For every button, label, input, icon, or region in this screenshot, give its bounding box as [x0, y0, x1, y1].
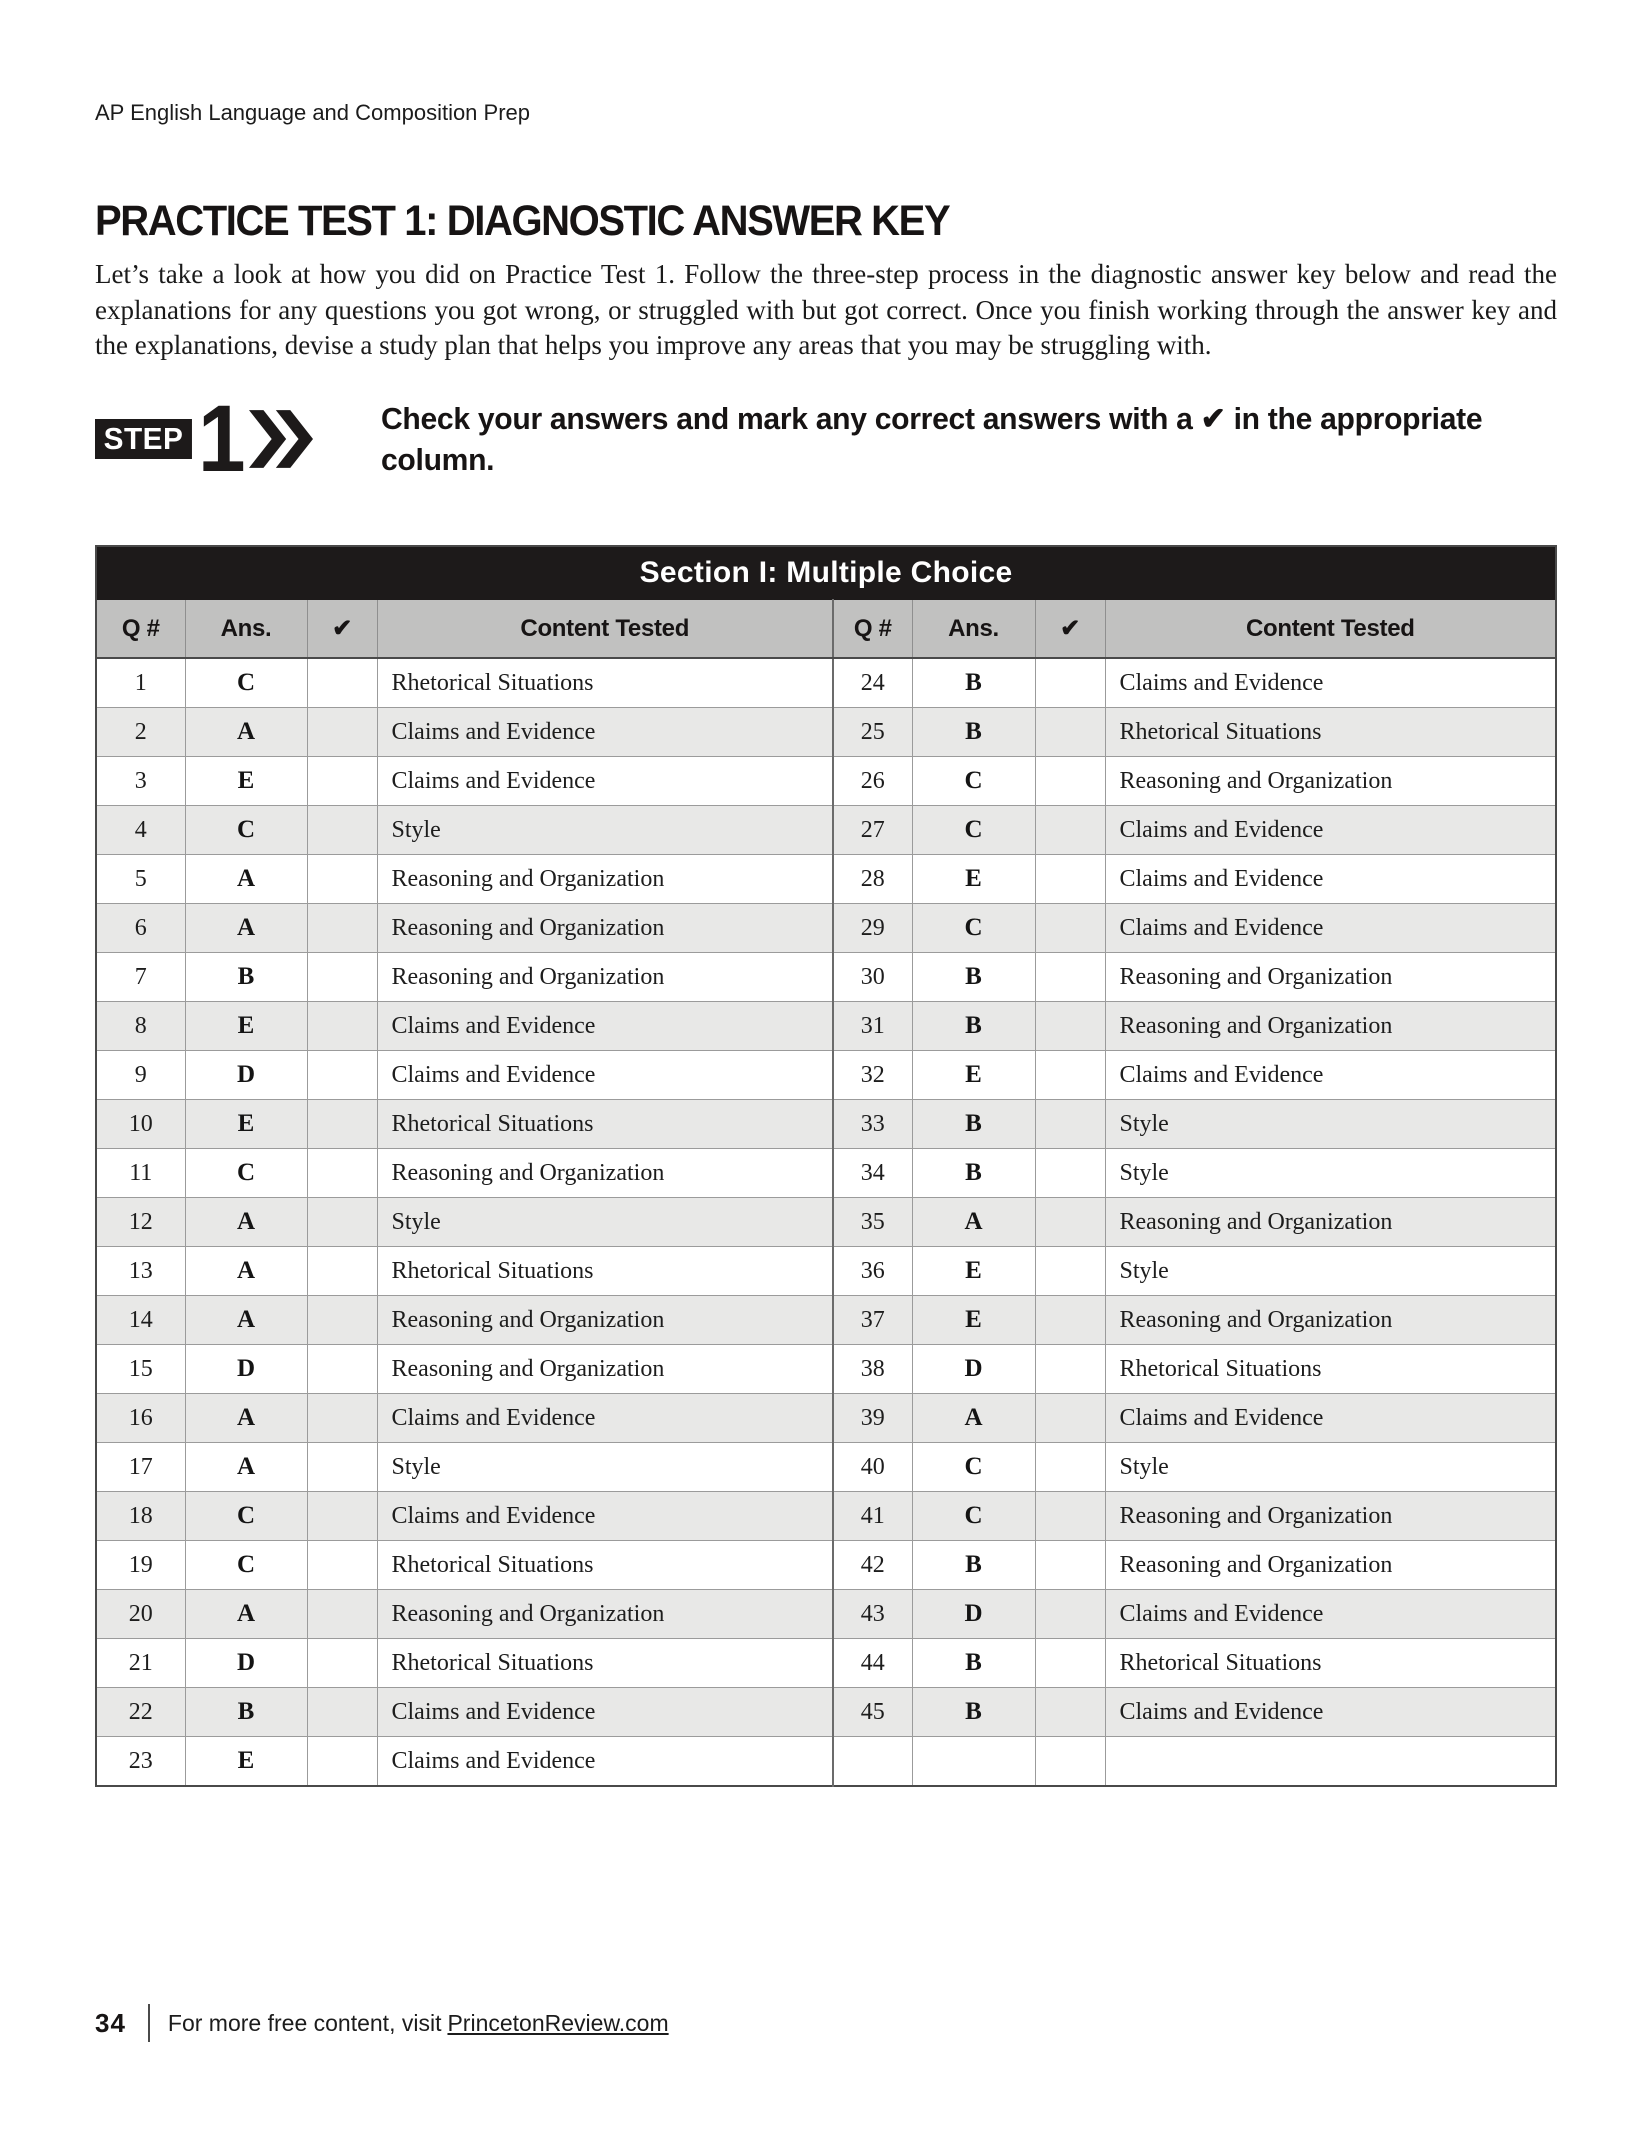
step-section [95, 386, 1557, 492]
col-header-check: ✔ [307, 600, 377, 659]
ans-cell: C [912, 1443, 1035, 1492]
check-cell [1035, 1198, 1105, 1247]
step-label: STEP [95, 419, 192, 459]
check-cell [1035, 904, 1105, 953]
q-cell: 26 [833, 757, 912, 806]
check-cell [1035, 1149, 1105, 1198]
q-cell: 9 [96, 1051, 185, 1100]
check-cell [307, 1590, 377, 1639]
content-cell: Rhetorical Situations [377, 658, 833, 708]
check-cell [1035, 1296, 1105, 1345]
check-cell [1035, 1492, 1105, 1541]
ans-cell: D [912, 1345, 1035, 1394]
content-cell: Claims and Evidence [377, 1051, 833, 1100]
check-cell [1035, 1247, 1105, 1296]
check-cell [1035, 1443, 1105, 1492]
q-cell: 24 [833, 658, 912, 708]
ans-cell: A [185, 1198, 307, 1247]
content-cell: Claims and Evidence [1105, 806, 1556, 855]
check-cell [307, 708, 377, 757]
ans-cell: A [912, 1198, 1035, 1247]
content-cell: Style [377, 1198, 833, 1247]
check-cell [307, 1541, 377, 1590]
col-header-q: Q # [96, 600, 185, 659]
check-cell [1035, 757, 1105, 806]
answer-row [96, 855, 1556, 904]
step-number: 1 [197, 386, 242, 492]
ans-cell: E [912, 1247, 1035, 1296]
q-cell: 18 [96, 1492, 185, 1541]
q-cell: 32 [833, 1051, 912, 1100]
column-header-row [96, 600, 1556, 659]
check-cell [307, 1639, 377, 1688]
content-cell: Claims and Evidence [1105, 1688, 1556, 1737]
check-cell [307, 1002, 377, 1051]
check-cell [1035, 953, 1105, 1002]
check-cell [307, 1100, 377, 1149]
content-cell [1105, 1737, 1556, 1787]
check-cell [307, 1198, 377, 1247]
ans-cell: B [912, 1149, 1035, 1198]
answer-row [96, 1688, 1556, 1737]
q-cell: 10 [96, 1100, 185, 1149]
content-cell: Claims and Evidence [1105, 1394, 1556, 1443]
check-cell [1035, 1639, 1105, 1688]
content-cell: Style [1105, 1149, 1556, 1198]
content-cell: Reasoning and Organization [377, 1149, 833, 1198]
ans-cell: B [912, 1541, 1035, 1590]
q-cell: 38 [833, 1345, 912, 1394]
ans-cell: C [185, 658, 307, 708]
check-cell [307, 855, 377, 904]
q-cell: 19 [96, 1541, 185, 1590]
answer-row [96, 757, 1556, 806]
content-cell: Claims and Evidence [1105, 1051, 1556, 1100]
check-cell [1035, 1394, 1105, 1443]
ans-cell: E [912, 1296, 1035, 1345]
content-cell: Claims and Evidence [377, 1002, 833, 1051]
content-cell: Rhetorical Situations [1105, 708, 1556, 757]
step-instruction: Check your answers and mark any correct answers with a ✔ in the appropriate column. [381, 401, 1483, 477]
intro-paragraph: Let’s take a look at how you did on Practice Test 1. Follow the three-step process in the diagnostic answer key below and read the explanations for any questions you got wrong, or struggled with but got correct. Once you finish working through the answer key and the explanations, devise a study plan that helps you improve any areas that you may be struggling with. [95, 259, 1557, 360]
q-cell: 4 [96, 806, 185, 855]
q-cell: 2 [96, 708, 185, 757]
ans-cell: B [185, 1688, 307, 1737]
check-cell [1035, 1590, 1105, 1639]
answer-row [96, 1002, 1556, 1051]
section-title: Section I: Multiple Choice [96, 546, 1556, 600]
q-cell: 17 [96, 1443, 185, 1492]
check-cell [1035, 1051, 1105, 1100]
check-cell [1035, 1737, 1105, 1787]
check-cell [1035, 1688, 1105, 1737]
ans-cell: B [912, 658, 1035, 708]
content-cell: Reasoning and Organization [1105, 757, 1556, 806]
answer-row [96, 708, 1556, 757]
q-cell: 3 [96, 757, 185, 806]
check-cell [1035, 1002, 1105, 1051]
content-cell: Reasoning and Organization [377, 953, 833, 1002]
step-badge [95, 386, 347, 492]
check-cell [307, 953, 377, 1002]
q-cell: 27 [833, 806, 912, 855]
ans-cell: E [185, 1002, 307, 1051]
answer-row [96, 1100, 1556, 1149]
ans-cell: A [185, 1590, 307, 1639]
ans-cell: C [912, 1492, 1035, 1541]
content-cell: Reasoning and Organization [377, 1345, 833, 1394]
answer-row [96, 1737, 1556, 1787]
q-cell: 23 [96, 1737, 185, 1787]
q-cell: 8 [96, 1002, 185, 1051]
footer-page-number: 34 [95, 2007, 126, 2038]
answer-table-body [96, 658, 1556, 1786]
double-chevron-icon [249, 410, 313, 468]
running-header: AP English Language and Composition Prep [95, 100, 531, 125]
section-header-row [96, 546, 1556, 600]
answer-row [96, 1443, 1556, 1492]
ans-cell: D [185, 1051, 307, 1100]
content-cell: Claims and Evidence [1105, 1590, 1556, 1639]
col-header-content: Content Tested [377, 600, 833, 659]
check-cell [1035, 658, 1105, 708]
answer-row [96, 1394, 1556, 1443]
content-cell: Rhetorical Situations [377, 1100, 833, 1149]
ans-cell: B [912, 1100, 1035, 1149]
check-cell [307, 904, 377, 953]
ans-cell: C [185, 1492, 307, 1541]
content-cell: Reasoning and Organization [377, 855, 833, 904]
ans-cell: C [912, 806, 1035, 855]
ans-cell: D [912, 1590, 1035, 1639]
answer-row [96, 1492, 1556, 1541]
q-cell: 29 [833, 904, 912, 953]
q-cell: 14 [96, 1296, 185, 1345]
content-cell: Reasoning and Organization [377, 1590, 833, 1639]
ans-cell: B [912, 1639, 1035, 1688]
ans-cell: A [185, 1443, 307, 1492]
q-cell: 36 [833, 1247, 912, 1296]
content-cell: Reasoning and Organization [1105, 953, 1556, 1002]
check-cell [307, 1443, 377, 1492]
check-cell [307, 1296, 377, 1345]
content-cell: Rhetorical Situations [377, 1541, 833, 1590]
ans-cell: C [185, 806, 307, 855]
q-cell: 41 [833, 1492, 912, 1541]
ans-cell: C [912, 757, 1035, 806]
answer-row [96, 1639, 1556, 1688]
q-cell: 16 [96, 1394, 185, 1443]
q-cell: 6 [96, 904, 185, 953]
ans-cell: A [185, 1296, 307, 1345]
answer-row [96, 1051, 1556, 1100]
check-cell [307, 757, 377, 806]
content-cell: Reasoning and Organization [1105, 1541, 1556, 1590]
q-cell: 30 [833, 953, 912, 1002]
content-cell: Claims and Evidence [1105, 904, 1556, 953]
q-cell: 7 [96, 953, 185, 1002]
q-cell: 39 [833, 1394, 912, 1443]
content-cell: Rhetorical Situations [377, 1247, 833, 1296]
content-cell: Rhetorical Situations [1105, 1639, 1556, 1688]
answer-row [96, 1345, 1556, 1394]
ans-cell: A [185, 855, 307, 904]
check-cell [1035, 1345, 1105, 1394]
ans-cell: B [912, 708, 1035, 757]
content-cell: Reasoning and Organization [377, 904, 833, 953]
col-header-ans: Ans. [912, 600, 1035, 659]
q-cell: 31 [833, 1002, 912, 1051]
content-cell: Reasoning and Organization [377, 1296, 833, 1345]
q-cell: 15 [96, 1345, 185, 1394]
content-cell: Style [1105, 1247, 1556, 1296]
content-cell: Reasoning and Organization [1105, 1002, 1556, 1051]
q-cell: 20 [96, 1590, 185, 1639]
q-cell: 22 [96, 1688, 185, 1737]
content-cell: Claims and Evidence [377, 1737, 833, 1787]
answer-row [96, 1590, 1556, 1639]
content-cell: Claims and Evidence [1105, 658, 1556, 708]
q-cell: 25 [833, 708, 912, 757]
q-cell: 11 [96, 1149, 185, 1198]
check-cell [307, 1149, 377, 1198]
content-cell: Claims and Evidence [377, 1492, 833, 1541]
check-cell [307, 1737, 377, 1787]
check-cell [307, 806, 377, 855]
ans-cell: C [185, 1149, 307, 1198]
check-cell [307, 1345, 377, 1394]
ans-cell: B [912, 1688, 1035, 1737]
check-cell [1035, 855, 1105, 904]
ans-cell: A [185, 904, 307, 953]
answer-key-table [95, 545, 1557, 1787]
q-cell: 13 [96, 1247, 185, 1296]
content-cell: Rhetorical Situations [1105, 1345, 1556, 1394]
col-header-content: Content Tested [1105, 600, 1556, 659]
answer-row [96, 1247, 1556, 1296]
content-cell: Style [1105, 1443, 1556, 1492]
answer-row [96, 806, 1556, 855]
ans-cell: C [912, 904, 1035, 953]
col-header-q: Q # [833, 600, 912, 659]
ans-cell: C [185, 1541, 307, 1590]
ans-cell: E [185, 1737, 307, 1787]
q-cell: 28 [833, 855, 912, 904]
q-cell: 5 [96, 855, 185, 904]
ans-cell: A [185, 708, 307, 757]
q-cell: 45 [833, 1688, 912, 1737]
ans-cell: B [912, 953, 1035, 1002]
content-cell: Style [377, 806, 833, 855]
check-cell [307, 1051, 377, 1100]
page-footer [95, 2004, 669, 2042]
check-cell [1035, 806, 1105, 855]
check-cell [1035, 1541, 1105, 1590]
q-cell: 42 [833, 1541, 912, 1590]
q-cell: 21 [96, 1639, 185, 1688]
ans-cell: B [185, 953, 307, 1002]
check-cell [1035, 708, 1105, 757]
content-cell: Style [377, 1443, 833, 1492]
ans-cell: D [185, 1639, 307, 1688]
content-cell: Reasoning and Organization [1105, 1492, 1556, 1541]
ans-cell: E [185, 1100, 307, 1149]
check-cell [307, 1688, 377, 1737]
q-cell: 12 [96, 1198, 185, 1247]
q-cell: 43 [833, 1590, 912, 1639]
q-cell: 1 [96, 658, 185, 708]
page-title: PRACTICE TEST 1: DIAGNOSTIC ANSWER KEY [95, 196, 950, 245]
ans-cell: A [185, 1247, 307, 1296]
content-cell: Claims and Evidence [377, 1688, 833, 1737]
check-cell [1035, 1100, 1105, 1149]
col-header-ans: Ans. [185, 600, 307, 659]
answer-row [96, 658, 1556, 708]
answer-row [96, 1541, 1556, 1590]
q-cell [833, 1737, 912, 1787]
check-cell [307, 1247, 377, 1296]
q-cell: 33 [833, 1100, 912, 1149]
ans-cell: E [912, 1051, 1035, 1100]
content-cell: Reasoning and Organization [1105, 1198, 1556, 1247]
ans-cell [912, 1737, 1035, 1787]
check-cell [307, 658, 377, 708]
answer-row [96, 1296, 1556, 1345]
ans-cell: A [912, 1394, 1035, 1443]
ans-cell: B [912, 1002, 1035, 1051]
content-cell: Claims and Evidence [377, 708, 833, 757]
ans-cell: D [185, 1345, 307, 1394]
ans-cell: E [912, 855, 1035, 904]
check-cell [307, 1394, 377, 1443]
content-cell: Rhetorical Situations [377, 1639, 833, 1688]
ans-cell: E [185, 757, 307, 806]
footer-text: For more free content, visit [167, 2009, 442, 2036]
q-cell: 37 [833, 1296, 912, 1345]
q-cell: 40 [833, 1443, 912, 1492]
answer-row [96, 953, 1556, 1002]
content-cell: Claims and Evidence [377, 757, 833, 806]
content-cell: Claims and Evidence [1105, 855, 1556, 904]
q-cell: 34 [833, 1149, 912, 1198]
q-cell: 35 [833, 1198, 912, 1247]
footer-divider [148, 2004, 150, 2042]
footer-link[interactable]: PrincetonReview.com [447, 2009, 669, 2036]
answer-row [96, 1198, 1556, 1247]
answer-row [96, 1149, 1556, 1198]
check-cell [307, 1492, 377, 1541]
ans-cell: A [185, 1394, 307, 1443]
content-cell: Style [1105, 1100, 1556, 1149]
answer-row [96, 904, 1556, 953]
col-header-check: ✔ [1035, 600, 1105, 659]
content-cell: Claims and Evidence [377, 1394, 833, 1443]
content-cell: Reasoning and Organization [1105, 1296, 1556, 1345]
q-cell: 44 [833, 1639, 912, 1688]
